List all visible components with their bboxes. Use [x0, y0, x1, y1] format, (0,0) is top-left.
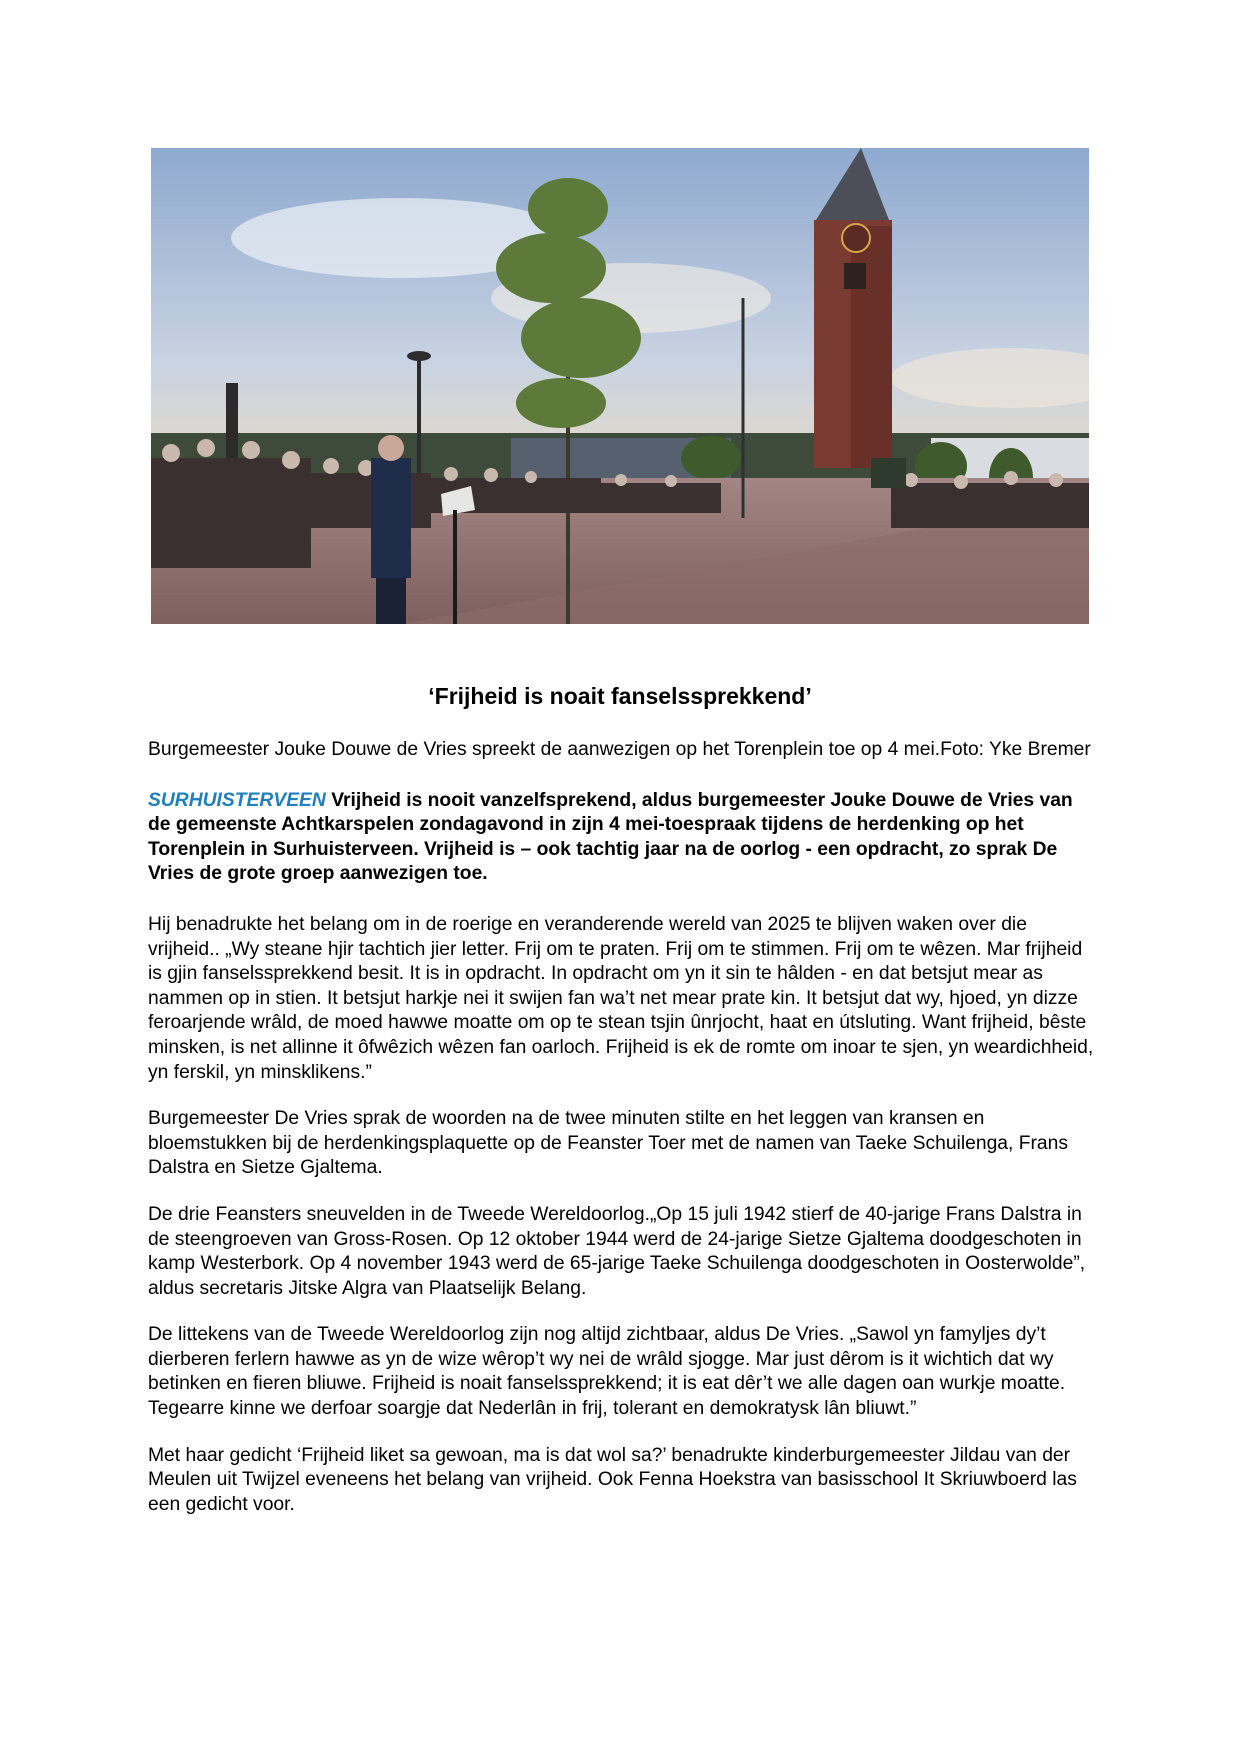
dateline: SURHUISTERVEEN [148, 789, 326, 811]
body-paragraph: De littekens van de Tweede Wereldoorlog zijn nog altijd zichtbaar, aldus De Vries. „Sawol yn famyljes dy’t dierberen ferlern hawwe as yn de wize wêrop’t wy nei de wrâld sjogge. Mar just dêrom is it wichtich dat wy betinken en fieren bliuwe. Frijheid is noait fanselssprekkend; it is eat dêr’t we alle dagen oan wurkje moatte. Tegearre kinne we derfoar soargje dat Nederlân in frij, tolerant en demokratysk lân bliuwt.” [148, 1324, 1066, 1420]
article-headline: ‘Frijheid is noait fanselssprekkend’ [428, 683, 812, 709]
article-lead [148, 789, 1098, 887]
body-paragraph: Hij benadrukte het belang om in de roerige en veranderende wereld van 2025 te blijven waken over die vrijheid.. „Wy steane hjir tachtich jier letter. Frij om te praten. Frij om te stimmen. Frij om te wêzen. Mar frijheid is gjin fanselssprekkend besit. It is in opdracht. In opdracht om yn it sin te hâlden - en dat betsjut mear as nammen op in stien. It betsjut harkje nei it swijen fan wa’t net mear prate kin. It betsjut dat wy, hjoed, yn dizze feroarjende wrâld, de moed hawwe moatte om op te stean tsjin ûnrjocht, haat en útsluting. Want frijheid, bêste minsken, is net allinne it ôfwêzich wêzen fan oarloch. Frijheid is ek de romte om inoar te sjen, yn weardichheid, yn ferskil, yn minsklikens.” [148, 913, 1094, 1083]
body-paragraph: De drie Feansters sneuvelden in de Tweede Wereldoorlog.„Op 15 juli 1942 stierf de 40-jarige Frans Dalstra in de steengroeven van Gross-Rosen. Op 12 oktober 1944 werd de 24-jarige Sietze Gjaltema doodgeschoten in kamp Westerbork. Op 4 november 1943 werd de 65-jarige Taeke Schuilenga doodgeschoten in Oosterwolde”, aldus secretaris Jitske Algra van Plaatselijk Belang. [148, 1203, 1086, 1299]
article-photo [151, 148, 1089, 624]
photo-caption: Burgemeester Jouke Douwe de Vries spreekt de aanwezigen op het Torenplein toe op 4 mei.Foto: Yke Bremer [148, 739, 1091, 760]
body-paragraph: Met haar gedicht ‘Frijheid liket sa gewoan, ma is dat wol sa?’ benadrukte kinderburgemeester Jildau van der Meulen uit Twijzel eveneens het belang van vrijheid. Ook Fenna Hoekstra van basisschool It Skriuwboerd las een gedicht voor. [148, 1444, 1077, 1515]
article-body [148, 738, 1098, 1539]
body-paragraph: Burgemeester De Vries sprak de woorden na de twee minuten stilte en het leggen van kransen en bloemstukken bij de herdenkingsplaquette op de Feanster Toer met de namen van Taeke Schuilenga, Frans Dalstra en Sietze Gjaltema. [148, 1108, 1069, 1179]
lead-text: Vrijheid is nooit vanzelfsprekend, aldus burgemeester Jouke Douwe de Vries van de gemeenste Achtkarspelen zondagavond in zijn 4 mei-toespraak tijdens de herdenking op het Torenplein in Surhuisterveen. Vrijheid is – ook tachtig jaar na de oorlog - een opdracht, zo sprak De Vries de grote groep aanwezigen toe. [148, 789, 1073, 885]
